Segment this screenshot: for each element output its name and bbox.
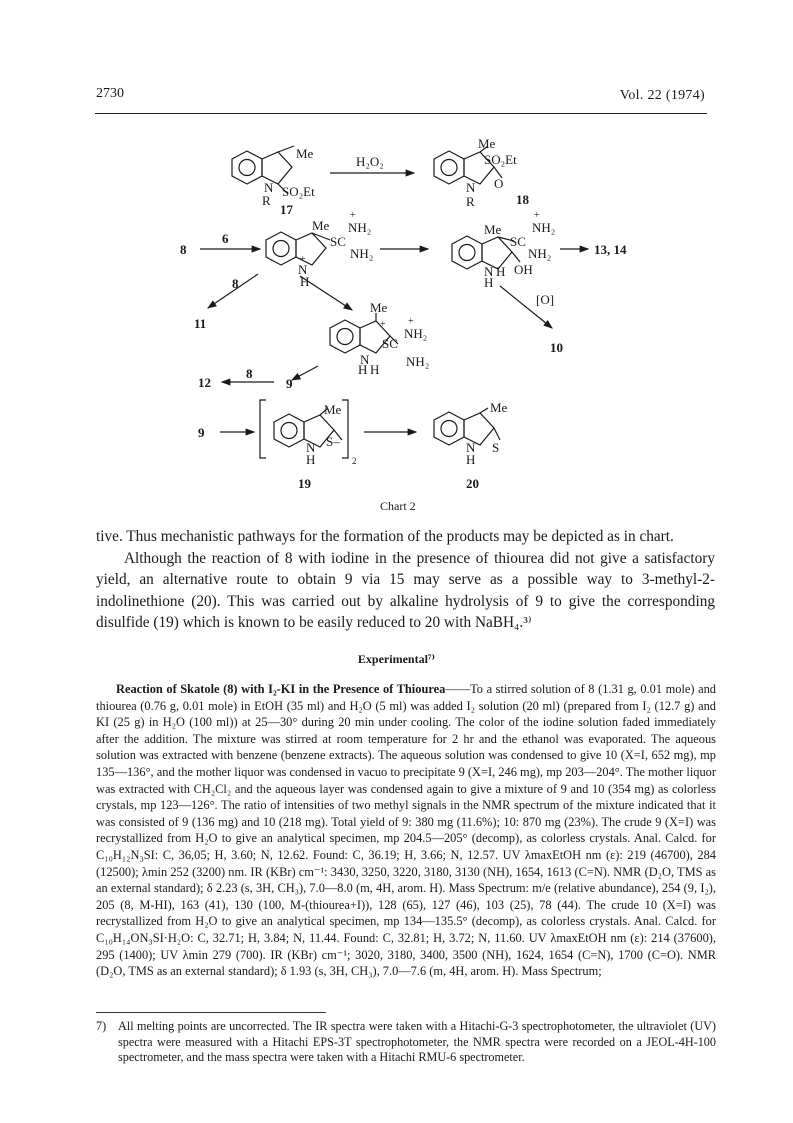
plus-int1: + (350, 210, 356, 221)
sc-int1: SC (330, 234, 346, 249)
n-label-18: N (466, 180, 476, 195)
sc-int3: SC (382, 336, 398, 351)
nh2-lower-int1: NH₂ (350, 246, 374, 261)
footnote-text: All melting points are uncorrected. The IR spectra were taken with a Hitachi-G-3 spectrophotometer, the ultraviolet (UV) spectra were measured with a Hitachi EPS-3T spectrophotometer, the NMR spectra were recorded on a JEOL-4H-100 spectrometer, and the mass spectra were taken with a Hitachi RMU-6 spectrometer. (118, 1019, 716, 1065)
reagent-h2o2: H₂O₂ (356, 154, 384, 169)
compound-label-9: 9 (286, 376, 293, 391)
s-label-20: S (492, 440, 500, 455)
h-label-int1: H (300, 274, 310, 289)
n-label-int1: N (298, 262, 308, 277)
header-rule (95, 113, 707, 114)
me-label-int2: Me (484, 222, 502, 237)
sub2-19: 2 (352, 456, 357, 466)
h-label-int3b: H (370, 362, 380, 377)
me-label-18: Me (478, 136, 496, 151)
so2et-label-17: SO₂Et (282, 184, 315, 199)
plus-nh2-int3: + (408, 316, 414, 327)
me-label-17: Me (296, 146, 314, 161)
sc-int2: SC (510, 234, 526, 249)
reaction-scheme-chart-2 (0, 120, 793, 520)
nh2-upper-int2: NH₂ (532, 220, 556, 235)
body-text (96, 526, 715, 634)
plus-n-int1: + (300, 254, 306, 265)
compound-label-11: 11 (194, 316, 207, 331)
experimental-heading: Experimental⁷⁾ (357, 652, 436, 666)
r-label-18: R (466, 194, 475, 209)
nh2-upper-int1: NH₂ (348, 220, 372, 235)
experimental-text: ——To a stirred solution of 8 (1.31 g, 0.01 mole) and thiourea (0.76 g, 0.01 mole) in EtOH (35 ml) and H₂O (5 ml) was added I₂ solution (20 ml) (prepared from I₂ (12.7 g) and KI (25 g) in H₂O (100 ml)) at 25—30° during 20 min under cooling. The color of the iodine solution faded immediately after the addition. The mixture was stirred at room temperature for 2 hr and the ethanol was evaporated. The aqueous solution was extracted with benzene (benzene extracts). The aqueous solution was condensed to give 10 (X=I, 652 mg), mp 135—136°, and the mother liquor was condensed in vacuo to precipitate 9 (X=I, 246 mg), mp 203—204°. The mother liquor was extracted with CH₂Cl₂ and the aqueous layer was condensed again to give a mixture of 9 and 10 (354 mg) as colorless crystals, mp 123—126°. The ratio of intensities of two methyl signals in the NMR spectrum of the mixture indicated that it was consisted of 9 (136 mg) and 10 (218 mg). Total yield of 9: 380 mg (11.6%); 10: 870 mg (23%). The crude 9 (X=I) was recrystallized from H₂O to give an analytical specimen, mp 204.5—205° (decomp), as colorless crystals. Anal. Calcd. for C₁₀H₁₂N₃SI: C, 36,05; H, 3.60; N, 12.62. Found: C, 36.19; H, 3.66; N, 12.57. UV λmaxEtOH nm (ε): 219 (46700), 284 (12500); λmin 252 (3200) nm. IR (KBr) cm⁻¹: 3430, 3250, 3220, 3180, 3130 (NH), 1654, 1613 (C=N). NMR (D₂O, TMS as an external standard); δ 2.23 (s, 3H, CH₃), 7.0—8.0 (m, 4H, arom. H). Mass Spectrum: m/e (relative abundance), 254 (9, I₂), 205 (8, M-HI), 163 (41), 130 (100, M-(thiourea+I)), 128 (65), 127 (46), 103 (25), 78 (44). The crude 10 (X=I) was recrystallized from H₂O to give an analytical specimen, mp 134—135.5° (decomp), as colorless crystals. Anal. Calcd. for C₁₀H₁₄ON₃SI·H₂O: C, 32.71; H, 3.84; N, 11.44. Found: C, 32.81; H, 3.72; N, 11.60. UV λmaxEtOH nm (ε): 214 (37600), 295 (1400); UV λmin 279 (700). IR (KBr) cm⁻¹; 3020, 3180, 3400, 3500 (NH), 1624, 1654 (C=N), 1700 (C=O). NMR (D₂O, TMS as an external standard); δ 1.93 (s, 3H, CH₃), 7.0—7.6 (m, 4H, arom. H). Mass Spectrum; (96, 682, 716, 979)
compound-label-12: 12 (198, 375, 211, 390)
compound-label-17: 17 (280, 202, 293, 217)
n-label-19: N (306, 440, 316, 455)
reagent-8-lower: 8 (246, 366, 253, 381)
nh2-upper-int3: NH₂ (404, 326, 428, 341)
h-label-int3a: H (358, 362, 368, 377)
experimental-paragraph (96, 681, 716, 980)
s-minus-19: S– (326, 434, 340, 449)
h-label-int2a: H (496, 264, 506, 279)
compound-label-19: 19 (298, 476, 311, 491)
oh-label-int2: OH (514, 262, 533, 277)
footnote-rule (96, 1012, 326, 1013)
page-number: 2730 (96, 86, 124, 101)
n-label-20: N (466, 440, 476, 455)
me-label-19: Me (324, 402, 342, 417)
paragraph-2: Although the reaction of 8 with iodine in the presence of thiourea did not give a satisfactory yield, an alternative route to obtain 9 via 15 may serve as a possible way to 3-methyl-2-indolinethione (20). This was carried out by alkaline hydrolysis of 9 to give the corresponding disulfide (19) which is known to be easily reduced to 20 with NaBH₄.³⁾ (96, 549, 715, 631)
o-label-18: O (494, 176, 504, 191)
chart-caption: Chart 2 (380, 499, 416, 513)
plus-int2: + (534, 210, 540, 221)
paragraph-1: tive. Thus mechanistic pathways for the formation of the products may be depicted as in chart. (96, 528, 674, 545)
n-label-17: N (264, 180, 274, 195)
footnote-number: 7) (96, 1019, 107, 1033)
arrow-center-to-9 (292, 366, 318, 380)
isothiouronium-indolenine-structure (266, 232, 330, 265)
reagent-8-left: 8 (232, 276, 239, 291)
plus-c-int3: + (380, 319, 386, 330)
footnote (96, 1019, 716, 1066)
h-label-20: H (466, 452, 476, 467)
nh2-lower-int2: NH₂ (528, 246, 552, 261)
compound-label-10: 10 (550, 340, 563, 355)
compound-label-18: 18 (516, 192, 529, 207)
oxidation-label: [O] (536, 292, 555, 307)
compound-label-20: 20 (466, 476, 479, 491)
n-label-int3: N (360, 352, 370, 367)
products-13-14: 13, 14 (594, 242, 627, 257)
me-label-int3: Me (370, 300, 388, 315)
r-label-17: R (262, 193, 271, 208)
me-label-20: Me (490, 400, 508, 415)
label-8-start: 8 (180, 242, 187, 257)
so2et-label-18: SO₂Et (484, 152, 517, 167)
label-9-start: 9 (198, 425, 205, 440)
reagent-6: 6 (222, 231, 229, 246)
n-label-int2: N (484, 264, 494, 279)
experimental-run-in-title: Reaction of Skatole (8) with I₂-KI in the Presence of Thiourea (116, 682, 446, 696)
volume-label: Vol. 22 (1974) (619, 88, 705, 103)
me-label-int1: Me (312, 218, 330, 233)
nh2-lower-int3: NH₂ (406, 354, 430, 369)
h-label-19: H (306, 452, 316, 467)
h-label-int2b: H (484, 275, 494, 290)
